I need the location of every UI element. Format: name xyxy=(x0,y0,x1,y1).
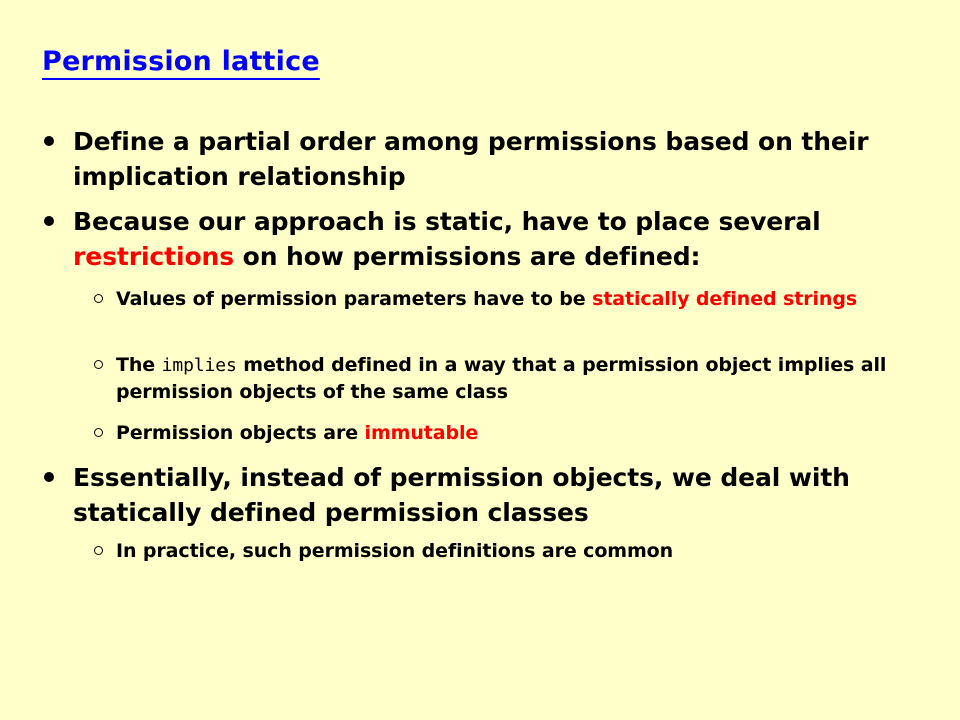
bullet-permission-classes xyxy=(44,460,914,530)
sub-bullet-text xyxy=(116,352,894,406)
bullet-partial-order xyxy=(44,124,914,194)
text-segment: Because our approach is static, have to place several xyxy=(73,207,821,236)
text-segment: The xyxy=(116,354,162,376)
hollow-bullet-icon xyxy=(94,360,103,369)
sub-bullet-parameter-values xyxy=(94,286,894,313)
text-segment: Values of permission parameters have to be xyxy=(116,288,593,310)
text-segment: method defined in a way that a permission object implies all permission objects of the same class xyxy=(116,354,887,403)
sub-bullet-text xyxy=(116,286,894,313)
bullet-text xyxy=(73,204,914,274)
filled-bullet-icon xyxy=(44,136,54,146)
text-segment: on how permissions are defined: xyxy=(234,242,701,271)
code-implies: implies xyxy=(161,355,237,376)
hollow-bullet-icon xyxy=(94,294,103,303)
sub-bullet-immutable xyxy=(94,420,894,447)
highlight-immutable: immutable xyxy=(364,422,479,444)
sub-bullet-text: In practice, such permission definitions are common xyxy=(116,540,674,562)
filled-bullet-icon xyxy=(44,472,54,482)
hollow-bullet-icon xyxy=(94,546,103,555)
sub-bullet-implies-method xyxy=(94,352,894,406)
sub-bullet-text xyxy=(116,420,894,447)
bullet-text: Define a partial order among permissions based on their implication relationship xyxy=(73,127,869,191)
highlight-restrictions: restrictions xyxy=(73,242,235,271)
filled-bullet-icon xyxy=(44,216,54,226)
bullet-restrictions xyxy=(44,204,914,274)
sub-bullet-in-practice xyxy=(94,538,894,565)
hollow-bullet-icon xyxy=(94,428,103,437)
bullet-text: Essentially, instead of permission objects, we deal with statically defined permission classes xyxy=(73,463,850,527)
slide-title: Permission lattice xyxy=(42,46,320,77)
text-segment: Permission objects are xyxy=(116,422,365,444)
highlight-statically-defined-strings: statically defined strings xyxy=(592,288,858,310)
